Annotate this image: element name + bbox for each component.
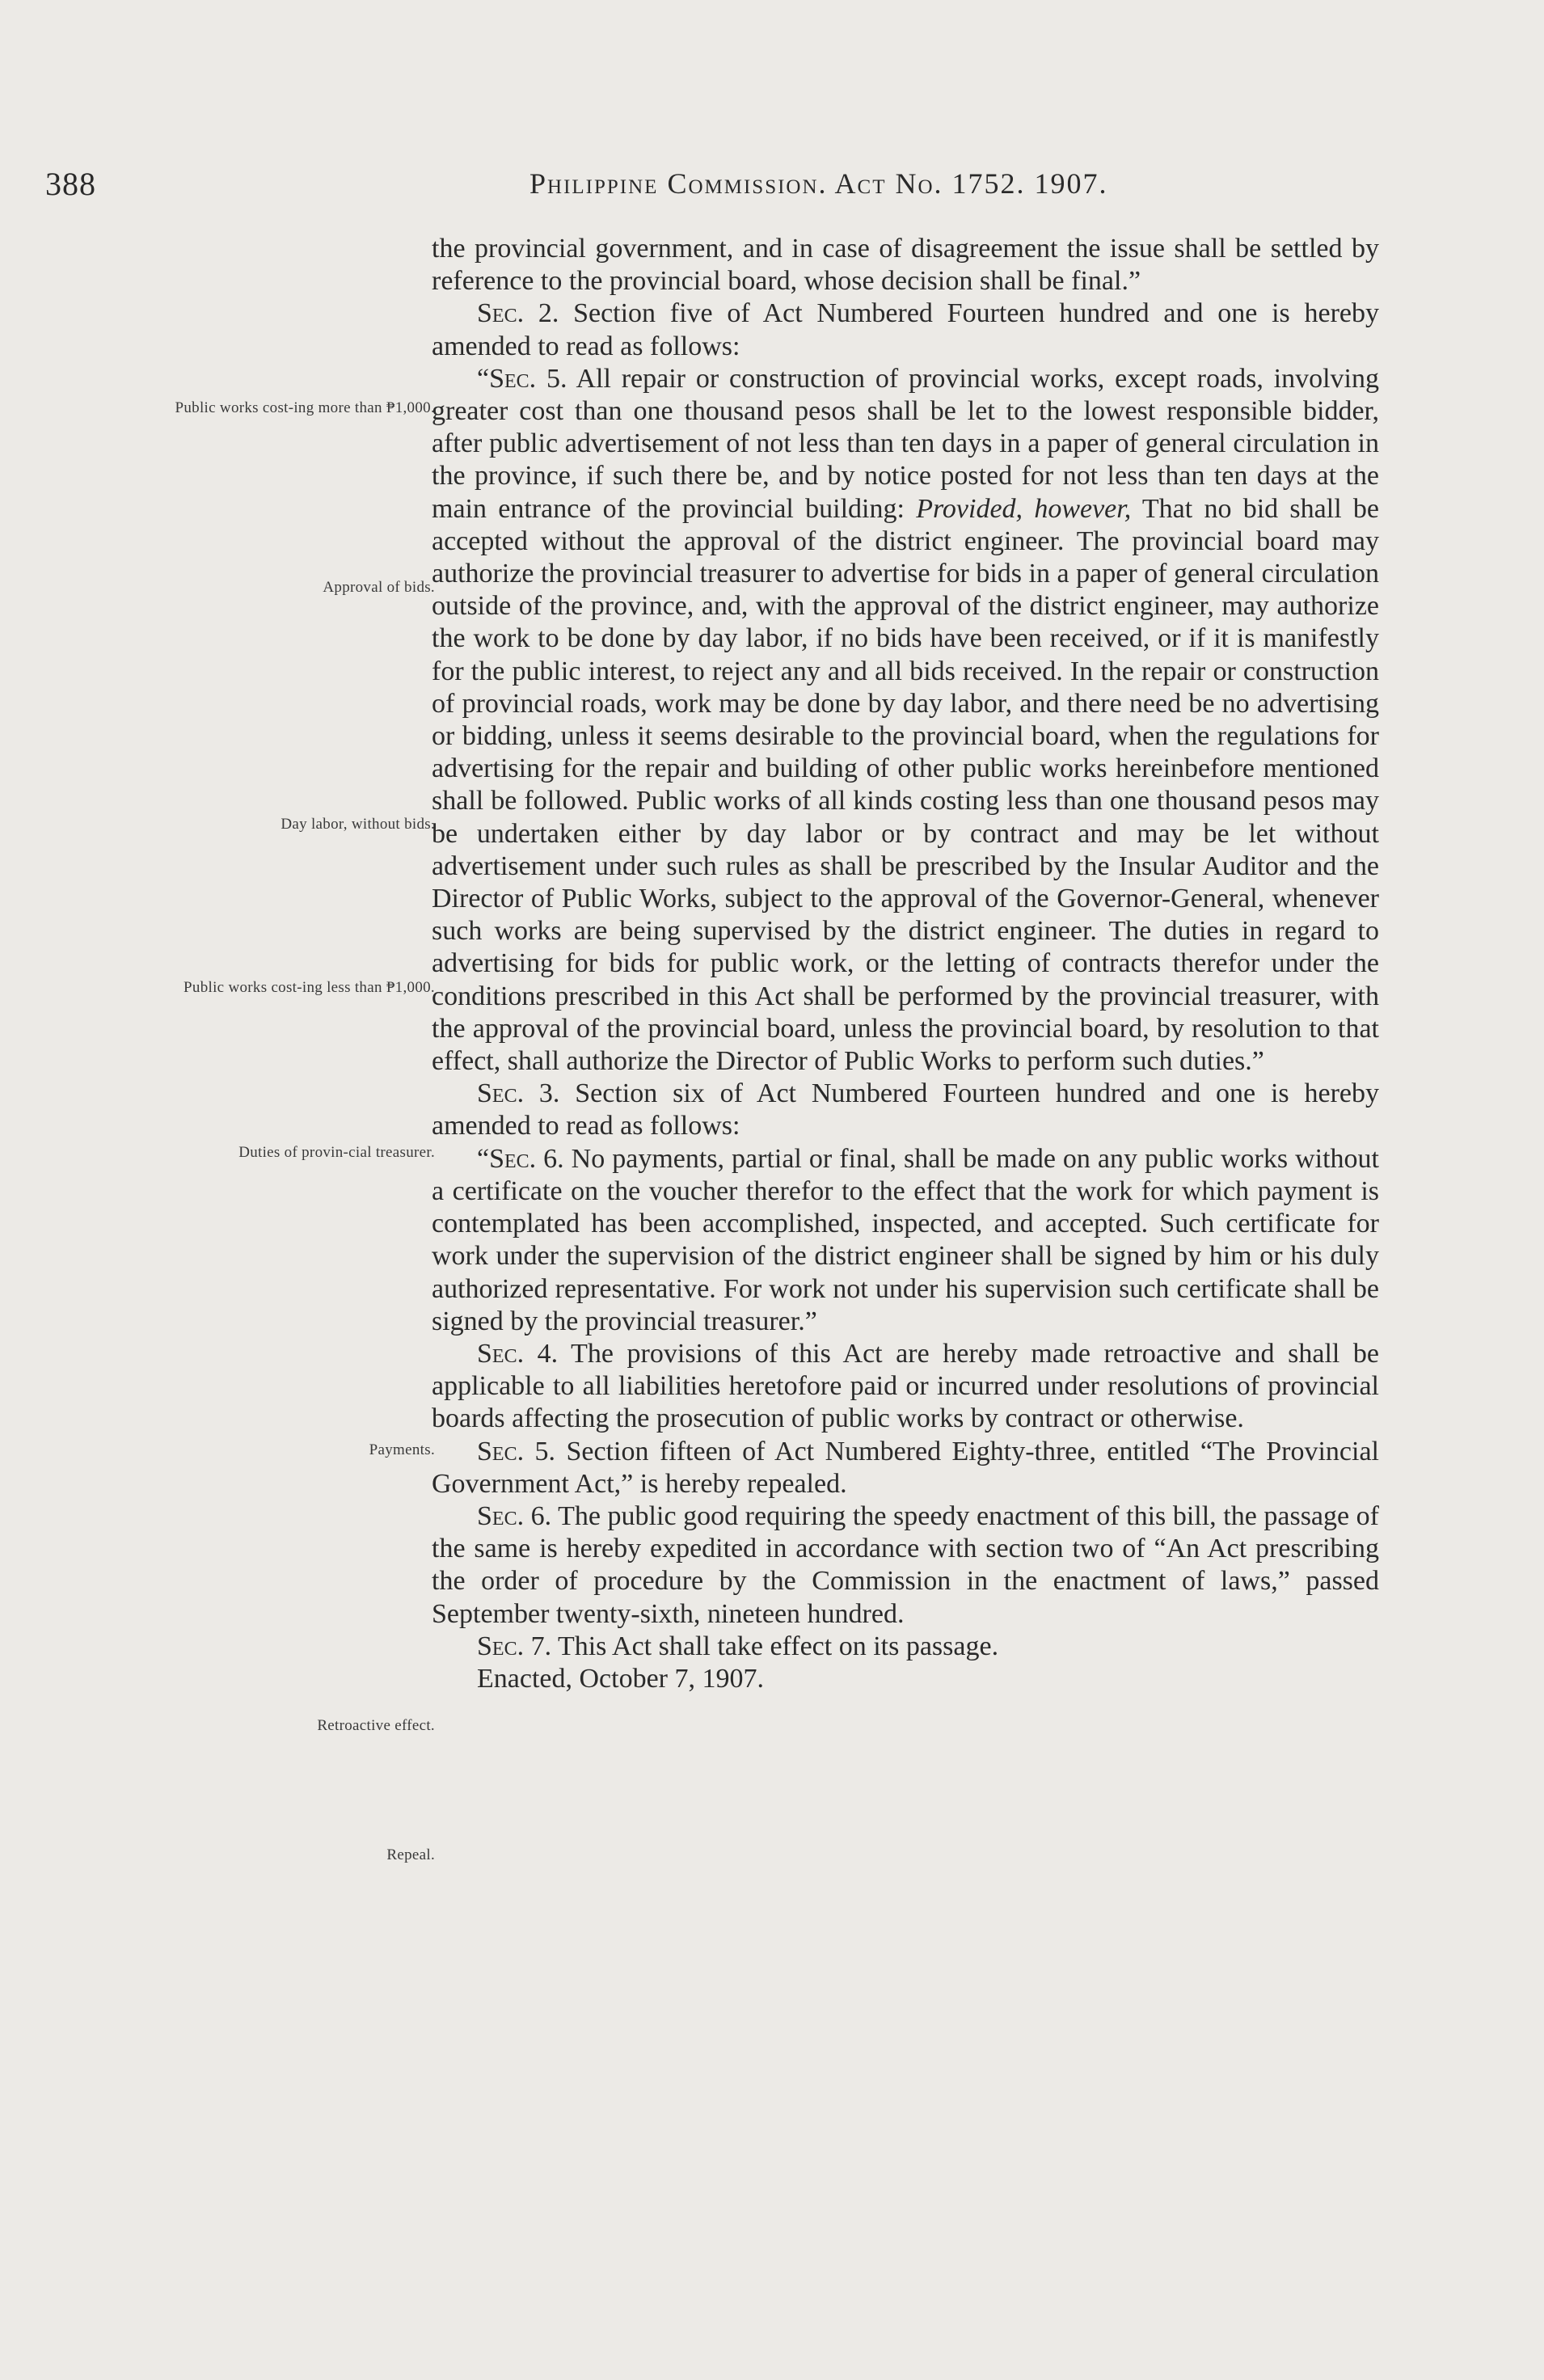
section-label: Sec. 7.	[477, 1631, 552, 1661]
side-note-public-works-more: Public works cost-ing more than ₱1,000.	[175, 399, 435, 416]
page-number: 388	[45, 166, 96, 202]
side-note-payments: Payments.	[369, 1441, 435, 1458]
act-body-text	[432, 233, 1379, 1695]
paragraph-sec-3: Sec. 3. Section six of Act Numbered Fourteen hundred and one is hereby amended to read as follows:	[432, 1078, 1379, 1141]
section-label: Sec. 6.	[477, 1500, 552, 1531]
paragraph-sec-2: Sec. 2. Section five of Act Numbered Fourteen hundred and one is hereby amended to read as follows:	[432, 298, 1379, 361]
paragraph-sec-4: Sec. 4. The provisions of this Act are hereby made retroactive and shall be applicable to all liabilities heretofore paid or incurred under resolutions of provincial boards affecting the prosecution of public works by contract or otherwise.	[432, 1338, 1379, 1434]
paragraph-continuation: the provincial government, and in case of disagreement the issue shall be settled by reference to the provincial board, whose decision shall be final.”	[432, 234, 1379, 297]
side-note-retroactive: Retroactive effect.	[317, 1717, 435, 1734]
side-note-repeal: Repeal.	[386, 1846, 435, 1863]
section-label: “Sec. 6.	[477, 1143, 564, 1174]
side-note-public-works-less: Public works cost-ing less than ₱1,000.	[184, 979, 435, 996]
side-note-day-labor: Day labor, without bids.	[281, 816, 435, 833]
paragraph-amended-sec-5: “Sec. 5. All repair or construction of provincial works, except roads, involving greater cost than one thousand pesos shall be let to the lowest responsible bidder, after public advertisement of not less than ten days in a paper of general circulation in the province, if such there be, and by notice posted for not less than ten days at the main entrance of the provincial building: Provided, however, That no bid shall be accepted without the approval of the district engineer. The provincial board may authorize the provincial treasurer to advertise for bids in a paper of general circulation outside of the province, and, with the approval of the district engineer, may authorize the work to be done by day labor, if no bids have been received, or if it is manifestly for the public interest, to reject any and all bids received. In the repair or construction of provincial roads, work may be done by day labor, and there need be no advertising or bidding, unless it seems desirable to the provincial board, when the regulations for advertising for the repair and building of other public works hereinbefore mentioned shall be followed. Public works of all kinds costing less than one thousand pesos may be undertaken either by day labor or by contract and may be let without advertisement under such rules as shall be prescribed by the Insular Auditor and the Director of Public Works, subject to the approval of the Governor-General, whenever such works are being supervised by the district engineer. The duties in regard to advertising for bids for public work, or the letting of contracts therefor under the conditions prescribed in this Act shall be performed by the provincial treasurer, with the approval of the provincial board, unless the provincial board, by resolution to that effect, shall authorize the Director of Public Works to perform such duties.”	[432, 363, 1379, 1077]
section-label: Sec. 4.	[477, 1338, 559, 1369]
section-label: Sec. 2.	[477, 298, 559, 329]
side-note-duties-treasurer: Duties of provin-cial treasurer.	[238, 1144, 435, 1161]
side-note-approval-of-bids: Approval of bids.	[323, 579, 435, 596]
paragraph-sec-5: Sec. 5. Section fifteen of Act Numbered Eighty-three, entitled “The Provincial Government Act,” is hereby repealed.	[432, 1436, 1379, 1499]
enacted-date: Enacted, October 7, 1907.	[477, 1663, 764, 1694]
proviso-italic: Provided, however,	[916, 493, 1132, 524]
running-head: Philippine Commission. Act No. 1752. 1907.	[529, 167, 1108, 200]
section-label: Sec. 3.	[477, 1078, 560, 1109]
paragraph-amended-sec-6: “Sec. 6. No payments, partial or final, shall be made on any public works without a certificate on the voucher therefor to the effect that the work for which payment is contemplated has been accomplished, inspected, and accepted. Such certificate for work under the supervision of the district engineer shall be signed by him or his duly authorized representative. For work not under his supervision such certificate shall be signed by the provincial treasurer.”	[432, 1143, 1379, 1336]
paragraph-sec-7: Sec. 7. This Act shall take effect on its passage.	[477, 1631, 999, 1661]
section-label: “Sec. 5.	[477, 363, 567, 394]
paragraph-sec-6: Sec. 6. The public good requiring the speedy enactment of this bill, the passage of the same is hereby expedited in accordance with section two of “An Act prescribing the order of procedure by the Commission in the enactment of laws,” passed September twenty-sixth, nineteen hundred.	[432, 1500, 1380, 1629]
section-label: Sec. 5.	[477, 1436, 556, 1466]
